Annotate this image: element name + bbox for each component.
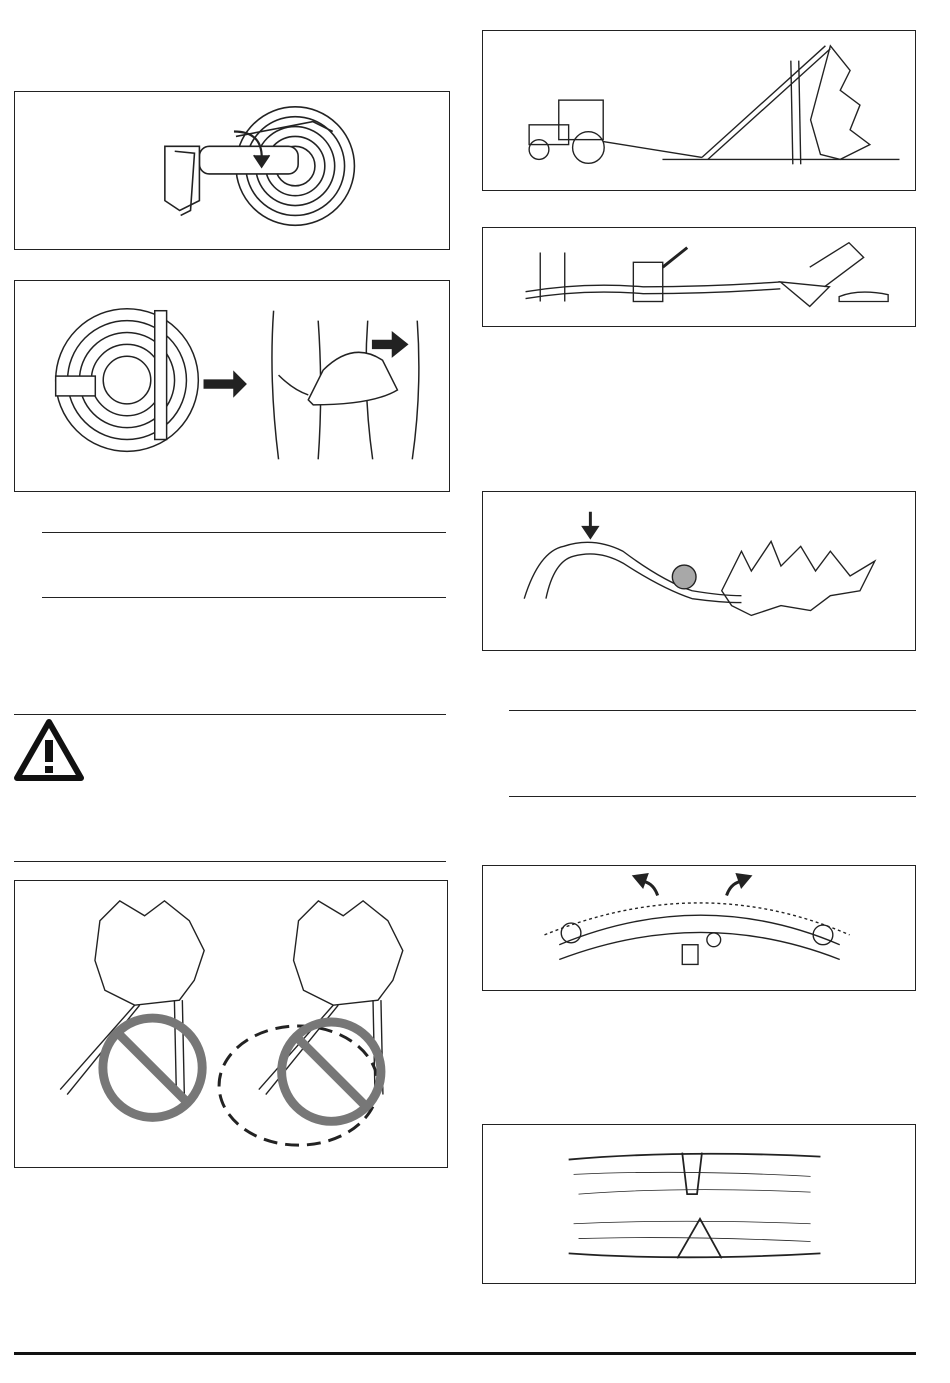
figure-log-under-tension xyxy=(482,865,916,991)
winch-icon xyxy=(483,228,915,326)
cut-notch-icon xyxy=(483,1125,915,1283)
log-cross-section-icon xyxy=(15,281,449,491)
figure-avoid-working-under-hung-tree xyxy=(14,880,448,1168)
figure-bark-strap xyxy=(14,280,450,492)
figure-tension-in-trunk xyxy=(482,491,916,651)
figure-tractor-winch-pull xyxy=(482,30,916,191)
figure-saw-ring-cut xyxy=(14,91,450,250)
divider xyxy=(14,714,446,715)
warning-triangle-icon xyxy=(14,718,84,782)
divider xyxy=(42,597,446,598)
figure-winch-rope-pulley xyxy=(482,227,916,327)
divider xyxy=(509,796,916,797)
tree-icon xyxy=(15,881,447,1167)
divider xyxy=(509,710,916,711)
tractor-icon xyxy=(483,31,915,190)
figure-compression-cut xyxy=(482,1124,916,1284)
log-icon xyxy=(483,866,915,990)
divider xyxy=(14,861,446,862)
chainsaw-icon xyxy=(15,92,449,249)
log-icon xyxy=(483,492,915,650)
footer-rule xyxy=(14,1352,916,1355)
divider xyxy=(42,532,446,533)
